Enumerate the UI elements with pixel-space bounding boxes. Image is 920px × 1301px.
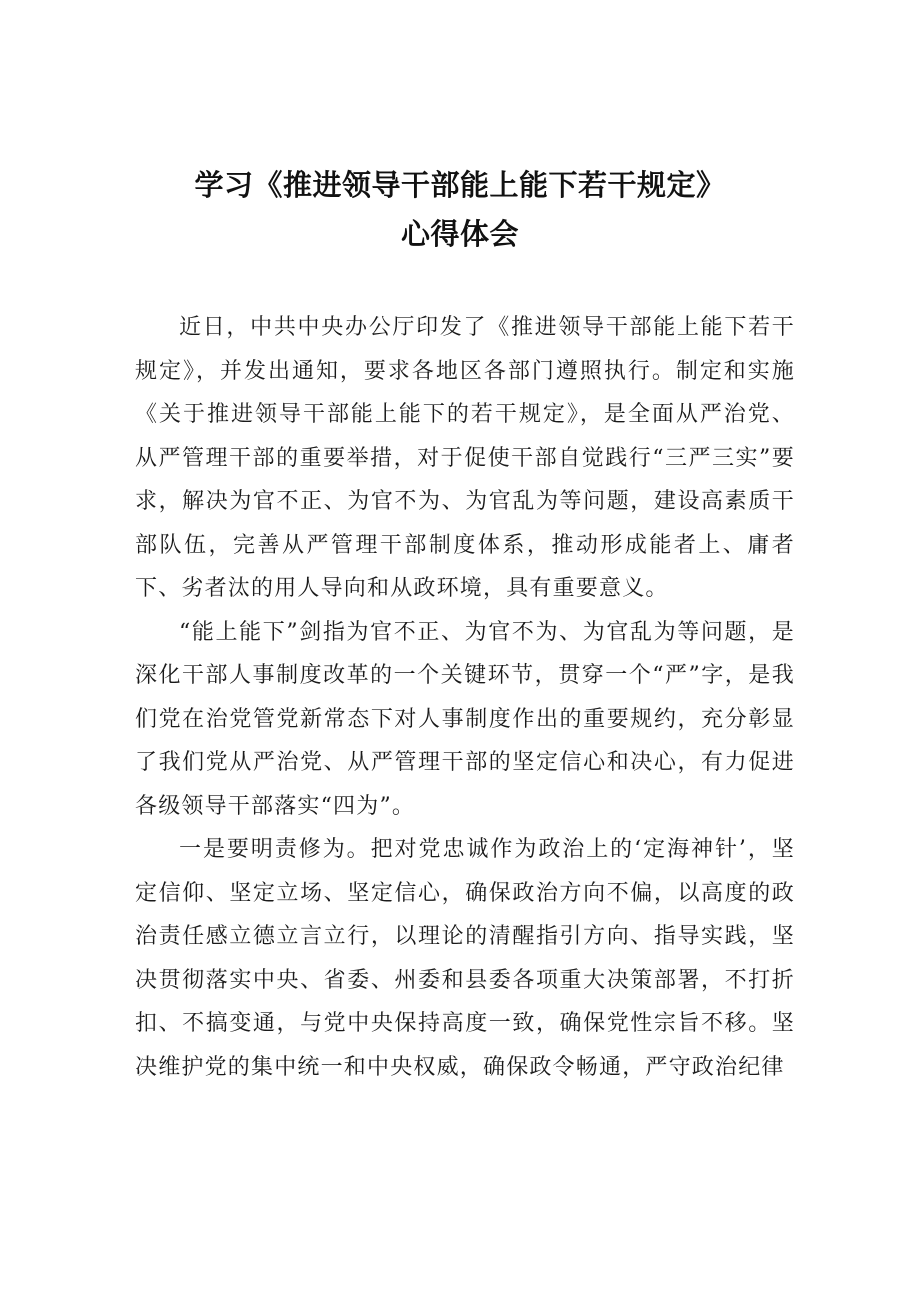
- paragraph-neng-shang-neng-xia: “能上能下”剑指为官不正、为官不为、为官乱为等问题，是深化干部人事制度改革的一个关键环节，贯穿一个“严”字，是我们党在治党管党新常态下对人事制度作出的重要规约，充分彰显了我们党从严治党、从严管理干部的坚定信心和决心，有力促进各级领导干部落实“四为”。: [135, 619, 795, 819]
- document-body: [135, 306, 795, 1089]
- paragraph-intro: 近日，中共中央办公厅印发了《推进领导干部能上能下若干规定》，并发出通知，要求各地区各部门遵照执行。制定和实施《关于推进领导干部能上能下的若干规定》，是全面从严治党、从严管理干部的重要举措，对于促使干部自觉践行“三严三实”要求，解决为官不正、为官不为、为官乱为等问题，建设高素质干部队伍，完善从严管理干部制度体系，推动形成能者上、庸者下、劣者汰的用人导向和从政环境，具有重要意义。: [135, 315, 795, 601]
- document-title-line-2: 心得体会: [400, 217, 519, 251]
- paragraph-ming-ze-xiu-wei: 一是要明责修为。把对党忠诚作为政治上的‘定海神针’，坚定信仰、坚定立场、坚定信心，确保政治方向不偏，以高度的政治责任感立德立言立行，以理论的清醒指引方向、指导实践，坚决贯彻落实中央、省委、州委和县委各项重大决策部署，不打折扣、不搞变通，与党中央保持高度一致，确保党性宗旨不移。坚决维护党的集中统一和中央权威，确保政令畅通，严守政治纪律: [135, 837, 795, 1080]
- document-title-line-1: 学习《推进领导干部能上能下若干规定》: [194, 168, 726, 202]
